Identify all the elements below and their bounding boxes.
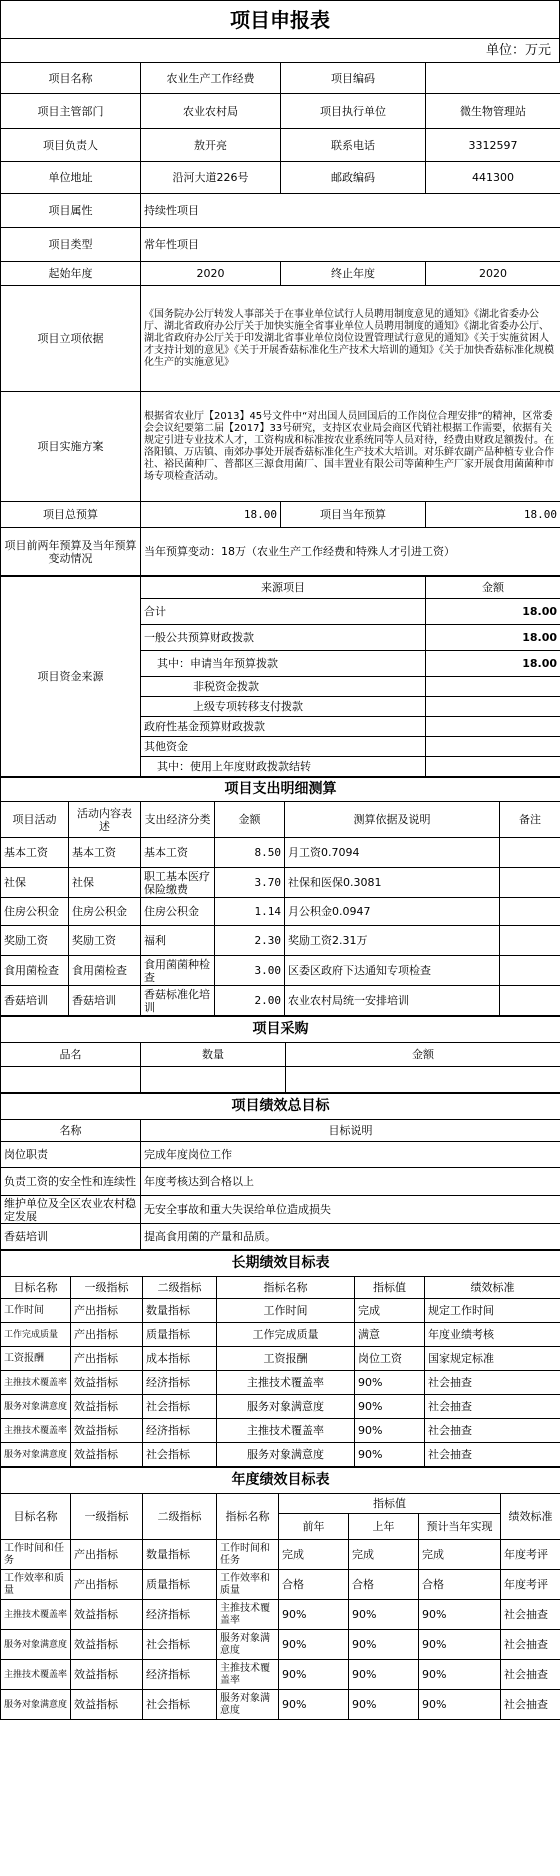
phone-value: 3312597 bbox=[426, 129, 560, 162]
phone-label: 联系电话 bbox=[281, 129, 426, 162]
end-label: 终止年度 bbox=[281, 262, 426, 286]
fund-source-table bbox=[0, 576, 560, 777]
cell: 1.14 bbox=[215, 898, 285, 926]
fund-row-name: 一般公共预算财政拨款 bbox=[141, 625, 426, 651]
total-budget-label: 项目总预算 bbox=[1, 502, 141, 528]
cell: 工资报酬 bbox=[1, 1347, 71, 1371]
cell bbox=[141, 1067, 286, 1093]
change-value: 当年预算变动：18万（农业生产工作经费和特殊人才引进工资） bbox=[141, 528, 560, 576]
cell: 住房公积金 bbox=[141, 898, 215, 926]
dept-value: 农业农村局 bbox=[141, 94, 281, 129]
addr-label: 单位地址 bbox=[1, 162, 141, 194]
cell: 效益指标 bbox=[71, 1419, 143, 1443]
cell: 社会抽查 bbox=[501, 1690, 560, 1720]
table-row bbox=[1, 1630, 560, 1660]
cell: 国家规定标准 bbox=[425, 1347, 560, 1371]
type-label: 项目类型 bbox=[1, 228, 141, 262]
cell: 服务对象满意度 bbox=[1, 1395, 71, 1419]
cell bbox=[500, 956, 560, 986]
table-row bbox=[1, 1196, 560, 1224]
cell: 90% bbox=[355, 1419, 425, 1443]
fund-row-amount: 18.00 bbox=[426, 651, 560, 677]
col-header: 测算依据及说明 bbox=[285, 802, 500, 838]
col-header: 指标名称 bbox=[217, 1277, 355, 1299]
cell: 社会指标 bbox=[143, 1395, 217, 1419]
table-row bbox=[1, 1570, 560, 1600]
cell: 2.30 bbox=[215, 926, 285, 956]
table-row bbox=[1, 868, 560, 898]
name-label: 项目名称 bbox=[1, 63, 141, 94]
cell: 工作时间 bbox=[1, 1299, 71, 1323]
fund-row-amount bbox=[426, 677, 560, 697]
cell: 完成 bbox=[349, 1540, 419, 1570]
purchase-table bbox=[0, 1016, 560, 1093]
annual-section-title: 年度绩效目标表 bbox=[1, 1468, 560, 1494]
col-header: 指标值 bbox=[279, 1494, 501, 1514]
col-header: 活动内容表述 bbox=[69, 802, 141, 838]
cell: 90% bbox=[279, 1690, 349, 1720]
table-row bbox=[1, 1224, 560, 1250]
cell: 奖励工资2.31万 bbox=[285, 926, 500, 956]
page-title: 项目申报表 bbox=[0, 0, 560, 38]
unit-label: 单位：万元 bbox=[0, 38, 560, 62]
fund-row-amount bbox=[426, 757, 560, 777]
cell: 效益指标 bbox=[71, 1371, 143, 1395]
cell: 90% bbox=[419, 1690, 501, 1720]
current-budget-label: 项目当年预算 bbox=[281, 502, 426, 528]
long-term-goal-table bbox=[0, 1250, 560, 1467]
col-header: 项目活动 bbox=[1, 802, 69, 838]
cell: 社会抽查 bbox=[425, 1371, 560, 1395]
cell: 90% bbox=[349, 1600, 419, 1630]
cell: 2.00 bbox=[215, 986, 285, 1016]
col-header: 目标名称 bbox=[1, 1277, 71, 1299]
table-row bbox=[1, 1142, 560, 1168]
basis-value: 《国务院办公厅转发人事部关于在事业单位试行人员聘用制度意见的通知》《湖北省委办公厅、湖北省政府办公厅关于加快实施全省事业单位人员聘用制度的通知》《湖北省委办公厅、湖北省政府办公厅关于印发湖北省事业单位岗位设置管理试行意见的通知》《关于实施贫困人才支持计划的意见》《关于开展香菇标准化生产技术大培训的通知》《关于加快香菇标准化规模化生产的实施意见》 bbox=[141, 286, 560, 392]
person-label: 项目负责人 bbox=[1, 129, 141, 162]
cell: 90% bbox=[349, 1690, 419, 1720]
cell: 农业农村局统一安排培训 bbox=[285, 986, 500, 1016]
cell: 社会指标 bbox=[143, 1443, 217, 1467]
cell: 产出指标 bbox=[71, 1570, 143, 1600]
cell: 住房公积金 bbox=[1, 898, 69, 926]
type-value: 常年性项目 bbox=[141, 228, 560, 262]
cell: 社会抽查 bbox=[425, 1395, 560, 1419]
table-row bbox=[1, 1067, 560, 1093]
cell: 社会抽查 bbox=[425, 1443, 560, 1467]
table-row bbox=[1, 1419, 560, 1443]
col-header: 绩效标准 bbox=[501, 1494, 560, 1540]
cell: 负责工资的安全性和连续性 bbox=[1, 1168, 141, 1196]
fund-row-name: 政府性基金预算财政拨款 bbox=[141, 717, 426, 737]
cell: 维护单位及全区农业农村稳定发展 bbox=[1, 1196, 141, 1224]
cell: 奖励工资 bbox=[69, 926, 141, 956]
current-budget-value: 18.00 bbox=[426, 502, 560, 528]
col-header: 上年 bbox=[349, 1514, 419, 1540]
col-header: 绩效标准 bbox=[425, 1277, 560, 1299]
start-value: 2020 bbox=[141, 262, 281, 286]
cell bbox=[500, 986, 560, 1016]
cell: 90% bbox=[279, 1600, 349, 1630]
cell: 香菇培训 bbox=[1, 1224, 141, 1250]
exec-label: 项目执行单位 bbox=[281, 94, 426, 129]
cell: 社会抽查 bbox=[501, 1660, 560, 1690]
cell bbox=[500, 838, 560, 868]
cell: 合格 bbox=[279, 1570, 349, 1600]
cell: 社会抽查 bbox=[501, 1630, 560, 1660]
cell: 社保和医保0.3081 bbox=[285, 868, 500, 898]
cell: 成本指标 bbox=[143, 1347, 217, 1371]
cell: 工作时间和任务 bbox=[1, 1540, 71, 1570]
name-value: 农业生产工作经费 bbox=[141, 63, 281, 94]
cell: 香菇培训 bbox=[69, 986, 141, 1016]
cell: 年度考评 bbox=[501, 1540, 560, 1570]
annual-goal-table bbox=[0, 1467, 560, 1720]
table-row bbox=[1, 1323, 560, 1347]
fund-col-source: 来源项目 bbox=[141, 577, 426, 599]
cell: 食用菌检查 bbox=[1, 956, 69, 986]
col-header: 名称 bbox=[1, 1120, 141, 1142]
cell: 90% bbox=[349, 1660, 419, 1690]
exec-value: 微生物管理站 bbox=[426, 94, 560, 129]
cell: 岗位工资 bbox=[355, 1347, 425, 1371]
cell: 社会指标 bbox=[143, 1690, 217, 1720]
fund-row-amount bbox=[426, 717, 560, 737]
cell: 90% bbox=[419, 1660, 501, 1690]
cell: 月公积金0.0947 bbox=[285, 898, 500, 926]
cell: 基本工资 bbox=[141, 838, 215, 868]
cell: 年度考评 bbox=[501, 1570, 560, 1600]
col-header: 品名 bbox=[1, 1043, 141, 1067]
cell: 住房公积金 bbox=[69, 898, 141, 926]
col-header: 二级指标 bbox=[143, 1277, 217, 1299]
cell: 完成年度岗位工作 bbox=[141, 1142, 560, 1168]
cell: 90% bbox=[279, 1660, 349, 1690]
table-row bbox=[1, 926, 560, 956]
purchase-section-title: 项目采购 bbox=[1, 1017, 560, 1043]
cell bbox=[286, 1067, 560, 1093]
end-value: 2020 bbox=[426, 262, 560, 286]
table-row bbox=[1, 1299, 560, 1323]
col-header: 二级指标 bbox=[143, 1494, 217, 1540]
cell: 主推技术覆盖率 bbox=[217, 1600, 279, 1630]
perf-section-title: 项目绩效总目标 bbox=[1, 1094, 560, 1120]
cell: 经济指标 bbox=[143, 1371, 217, 1395]
table-row bbox=[1, 1443, 560, 1467]
basic-info-table bbox=[0, 62, 560, 576]
cell: 主推技术覆盖率 bbox=[1, 1600, 71, 1630]
cell: 完成 bbox=[279, 1540, 349, 1570]
table-row bbox=[1, 1660, 560, 1690]
cell: 年度业绩考核 bbox=[425, 1323, 560, 1347]
cell: 福利 bbox=[141, 926, 215, 956]
cell: 效益指标 bbox=[71, 1443, 143, 1467]
basis-label: 项目立项依据 bbox=[1, 286, 141, 392]
cell: 90% bbox=[355, 1371, 425, 1395]
cell: 主推技术覆盖率 bbox=[1, 1371, 71, 1395]
fund-row-name: 上级专项转移支付拨款 bbox=[141, 697, 426, 717]
total-budget-value: 18.00 bbox=[141, 502, 281, 528]
cell: 90% bbox=[355, 1443, 425, 1467]
cell: 效益指标 bbox=[71, 1690, 143, 1720]
cell: 服务对象满意度 bbox=[217, 1690, 279, 1720]
cell: 社保 bbox=[1, 868, 69, 898]
cell: 工资报酬 bbox=[217, 1347, 355, 1371]
start-label: 起始年度 bbox=[1, 262, 141, 286]
col-header: 一级指标 bbox=[71, 1494, 143, 1540]
cell: 服务对象满意度 bbox=[1, 1630, 71, 1660]
cell: 3.70 bbox=[215, 868, 285, 898]
cell: 区委区政府下达通知专项检查 bbox=[285, 956, 500, 986]
table-row bbox=[1, 1371, 560, 1395]
col-header: 指标名称 bbox=[217, 1494, 279, 1540]
expense-detail-table bbox=[0, 777, 560, 1016]
cell: 数量指标 bbox=[143, 1299, 217, 1323]
cell: 90% bbox=[419, 1630, 501, 1660]
cell: 效益指标 bbox=[71, 1660, 143, 1690]
cell: 满意 bbox=[355, 1323, 425, 1347]
cell: 社会抽查 bbox=[501, 1600, 560, 1630]
cell: 香菇培训 bbox=[1, 986, 69, 1016]
cell: 工作完成质量 bbox=[1, 1323, 71, 1347]
cell: 经济指标 bbox=[143, 1600, 217, 1630]
cell: 食用菌检查 bbox=[69, 956, 141, 986]
cell: 完成 bbox=[419, 1540, 501, 1570]
cell: 服务对象满意度 bbox=[217, 1395, 355, 1419]
cell bbox=[1, 1067, 141, 1093]
cell: 无安全事故和重大失误给单位造成损失 bbox=[141, 1196, 560, 1224]
fund-row-name: 其中：使用上年度财政拨款结转 bbox=[141, 757, 426, 777]
cell: 服务对象满意度 bbox=[217, 1630, 279, 1660]
performance-goal-table bbox=[0, 1093, 560, 1250]
cell: 经济指标 bbox=[143, 1660, 217, 1690]
cell: 90% bbox=[419, 1600, 501, 1630]
cell: 主推技术覆盖率 bbox=[217, 1371, 355, 1395]
table-row bbox=[1, 1347, 560, 1371]
person-value: 敖开亮 bbox=[141, 129, 281, 162]
cell: 工作完成质量 bbox=[217, 1323, 355, 1347]
cell: 合格 bbox=[349, 1570, 419, 1600]
attr-label: 项目属性 bbox=[1, 194, 141, 228]
cell: 8.50 bbox=[215, 838, 285, 868]
cell: 合格 bbox=[419, 1570, 501, 1600]
cell: 完成 bbox=[355, 1299, 425, 1323]
col-header: 目标名称 bbox=[1, 1494, 71, 1540]
fund-col-amount: 金额 bbox=[426, 577, 560, 599]
attr-value: 持续性项目 bbox=[141, 194, 560, 228]
col-header: 目标说明 bbox=[141, 1120, 560, 1142]
cell: 服务对象满意度 bbox=[217, 1443, 355, 1467]
fund-row-amount: 18.00 bbox=[426, 625, 560, 651]
cell: 社会抽查 bbox=[425, 1419, 560, 1443]
cell: 工作时间 bbox=[217, 1299, 355, 1323]
fund-source-label: 项目资金来源 bbox=[1, 577, 141, 777]
cell: 经济指标 bbox=[143, 1419, 217, 1443]
fund-row-name: 合计 bbox=[141, 599, 426, 625]
table-row bbox=[1, 986, 560, 1016]
cell: 社保 bbox=[69, 868, 141, 898]
table-row bbox=[1, 1168, 560, 1196]
code-value bbox=[426, 63, 560, 94]
cell: 主推技术覆盖率 bbox=[217, 1660, 279, 1690]
cell: 基本工资 bbox=[69, 838, 141, 868]
cell: 3.00 bbox=[215, 956, 285, 986]
cell: 香菇标准化培训 bbox=[141, 986, 215, 1016]
cell: 主推技术覆盖率 bbox=[1, 1419, 71, 1443]
col-header: 金额 bbox=[215, 802, 285, 838]
post-label: 邮政编码 bbox=[281, 162, 426, 194]
cell: 90% bbox=[355, 1395, 425, 1419]
cell: 年度考核达到合格以上 bbox=[141, 1168, 560, 1196]
cell: 社会指标 bbox=[143, 1630, 217, 1660]
cell: 食用菌菌种检查 bbox=[141, 956, 215, 986]
dept-label: 项目主管部门 bbox=[1, 94, 141, 129]
cell: 效益指标 bbox=[71, 1395, 143, 1419]
fund-row-amount bbox=[426, 697, 560, 717]
table-row bbox=[1, 898, 560, 926]
cell: 效益指标 bbox=[71, 1600, 143, 1630]
col-header: 金额 bbox=[286, 1043, 560, 1067]
addr-value: 沿河大道226号 bbox=[141, 162, 281, 194]
cell bbox=[500, 926, 560, 956]
col-header: 支出经济分类 bbox=[141, 802, 215, 838]
cell: 奖励工资 bbox=[1, 926, 69, 956]
table-row bbox=[1, 1395, 560, 1419]
col-header: 备注 bbox=[500, 802, 560, 838]
code-label: 项目编码 bbox=[281, 63, 426, 94]
table-row bbox=[1, 1600, 560, 1630]
cell: 主推技术覆盖率 bbox=[217, 1419, 355, 1443]
change-label: 项目前两年预算及当年预算变动情况 bbox=[1, 528, 141, 576]
cell: 主推技术覆盖率 bbox=[1, 1660, 71, 1690]
col-header: 预计当年实现 bbox=[419, 1514, 501, 1540]
table-row bbox=[1, 838, 560, 868]
cell: 质量指标 bbox=[143, 1323, 217, 1347]
cell: 基本工资 bbox=[1, 838, 69, 868]
cell: 效益指标 bbox=[71, 1630, 143, 1660]
cell: 服务对象满意度 bbox=[1, 1443, 71, 1467]
col-header: 前年 bbox=[279, 1514, 349, 1540]
cell: 工作时间和任务 bbox=[217, 1540, 279, 1570]
cell: 质量指标 bbox=[143, 1570, 217, 1600]
cell bbox=[500, 868, 560, 898]
plan-label: 项目实施方案 bbox=[1, 392, 141, 502]
cell: 工作效率和质量 bbox=[1, 1570, 71, 1600]
cell: 90% bbox=[349, 1630, 419, 1660]
fund-row-name: 其中：申请当年预算拨款 bbox=[141, 651, 426, 677]
cell: 岗位职责 bbox=[1, 1142, 141, 1168]
fund-row-amount: 18.00 bbox=[426, 599, 560, 625]
cell: 规定工作时间 bbox=[425, 1299, 560, 1323]
cell: 90% bbox=[279, 1630, 349, 1660]
cell: 服务对象满意度 bbox=[1, 1690, 71, 1720]
table-row bbox=[1, 1690, 560, 1720]
cell: 产出指标 bbox=[71, 1540, 143, 1570]
cell: 月工资0.7094 bbox=[285, 838, 500, 868]
col-header: 指标值 bbox=[355, 1277, 425, 1299]
table-row bbox=[1, 1540, 560, 1570]
long-term-section-title: 长期绩效目标表 bbox=[1, 1251, 560, 1277]
cell: 工作效率和质量 bbox=[217, 1570, 279, 1600]
fund-row-name: 非税资金拨款 bbox=[141, 677, 426, 697]
cell bbox=[500, 898, 560, 926]
cell: 产出指标 bbox=[71, 1323, 143, 1347]
cell: 产出指标 bbox=[71, 1347, 143, 1371]
table-row bbox=[1, 956, 560, 986]
col-header: 数量 bbox=[141, 1043, 286, 1067]
cell: 产出指标 bbox=[71, 1299, 143, 1323]
expense-section-title: 项目支出明细测算 bbox=[1, 778, 560, 802]
fund-row-name: 其他资金 bbox=[141, 737, 426, 757]
plan-value: 根据省农业厅【2013】45号文件中“对出国人员回国后的工作岗位合理安排”的精神，区常委会会议纪要第二届【2017】33号研究，支持区农业局会商区代销社根据工作需要，依据有关规定引进专业技术人才，工资构成和标准按农业系统同等人员对待，经费由财政足额拨付。在洛阳镇、万店镇、南郊办事处开展香菇标准化生产技术大培训。对乐鲜农副产品种植专业合作社、裕民菌种厂、普都区三源食用菌厂、国丰置业有限公司等菌种生产厂家开展食用菌菌种市场专项检查活动。 bbox=[141, 392, 560, 502]
cell: 职工基本医疗保险缴费 bbox=[141, 868, 215, 898]
col-header: 一级指标 bbox=[71, 1277, 143, 1299]
cell: 数量指标 bbox=[143, 1540, 217, 1570]
fund-row-amount bbox=[426, 737, 560, 757]
post-value: 441300 bbox=[426, 162, 560, 194]
cell: 提高食用菌的产量和品质。 bbox=[141, 1224, 560, 1250]
